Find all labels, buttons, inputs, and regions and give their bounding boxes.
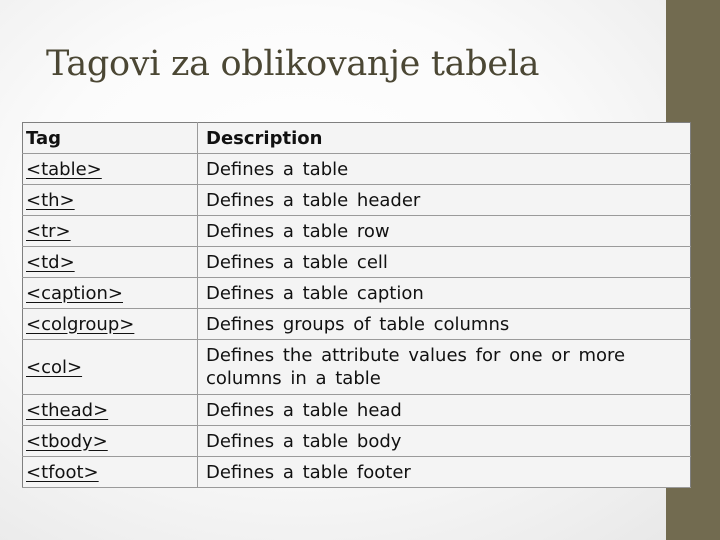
tag-cell[interactable] — [23, 154, 198, 185]
tag-link[interactable]: <tbody> — [26, 430, 108, 452]
tag-cell[interactable] — [23, 247, 198, 278]
description-cell: Defines a table header — [198, 185, 691, 216]
tag-cell[interactable] — [23, 457, 198, 488]
table-row — [23, 154, 691, 185]
table-row — [23, 426, 691, 457]
tag-cell[interactable] — [23, 278, 198, 309]
slide-title: Tagovi za oblikovanje tabela — [46, 44, 540, 84]
table-row — [23, 309, 691, 340]
tag-cell[interactable] — [23, 185, 198, 216]
header-description: Description — [198, 123, 691, 154]
table-row — [23, 247, 691, 278]
tag-link[interactable]: <colgroup> — [26, 313, 135, 335]
table-header-row — [23, 123, 691, 154]
tag-link[interactable]: <tfoot> — [26, 461, 99, 483]
table-row — [23, 278, 691, 309]
tag-link[interactable]: <tr> — [26, 220, 71, 242]
description-cell: Defines the attribute values for one or more columns in a table — [198, 340, 691, 395]
table-row — [23, 185, 691, 216]
table-row — [23, 340, 691, 395]
tag-cell[interactable] — [23, 309, 198, 340]
description-cell: Defines a table body — [198, 426, 691, 457]
description-cell: Defines a table — [198, 154, 691, 185]
tag-cell[interactable] — [23, 426, 198, 457]
description-cell: Defines a table cell — [198, 247, 691, 278]
tag-link[interactable]: <thead> — [26, 399, 109, 421]
tag-cell[interactable] — [23, 216, 198, 247]
header-tag: Tag — [23, 123, 198, 154]
tag-link[interactable]: <th> — [26, 189, 75, 211]
tag-cell[interactable] — [23, 395, 198, 426]
description-cell: Defines groups of table columns — [198, 309, 691, 340]
table-row — [23, 216, 691, 247]
description-cell: Defines a table head — [198, 395, 691, 426]
description-cell: Defines a table footer — [198, 457, 691, 488]
table-row — [23, 395, 691, 426]
tag-link[interactable]: <col> — [26, 356, 83, 378]
table-row — [23, 457, 691, 488]
tag-link[interactable]: <table> — [26, 158, 102, 180]
description-cell: Defines a table row — [198, 216, 691, 247]
tag-link[interactable]: <td> — [26, 251, 75, 273]
tags-table — [22, 122, 691, 488]
tag-link[interactable]: <caption> — [26, 282, 123, 304]
description-cell: Defines a table caption — [198, 278, 691, 309]
tag-cell[interactable] — [23, 340, 198, 395]
